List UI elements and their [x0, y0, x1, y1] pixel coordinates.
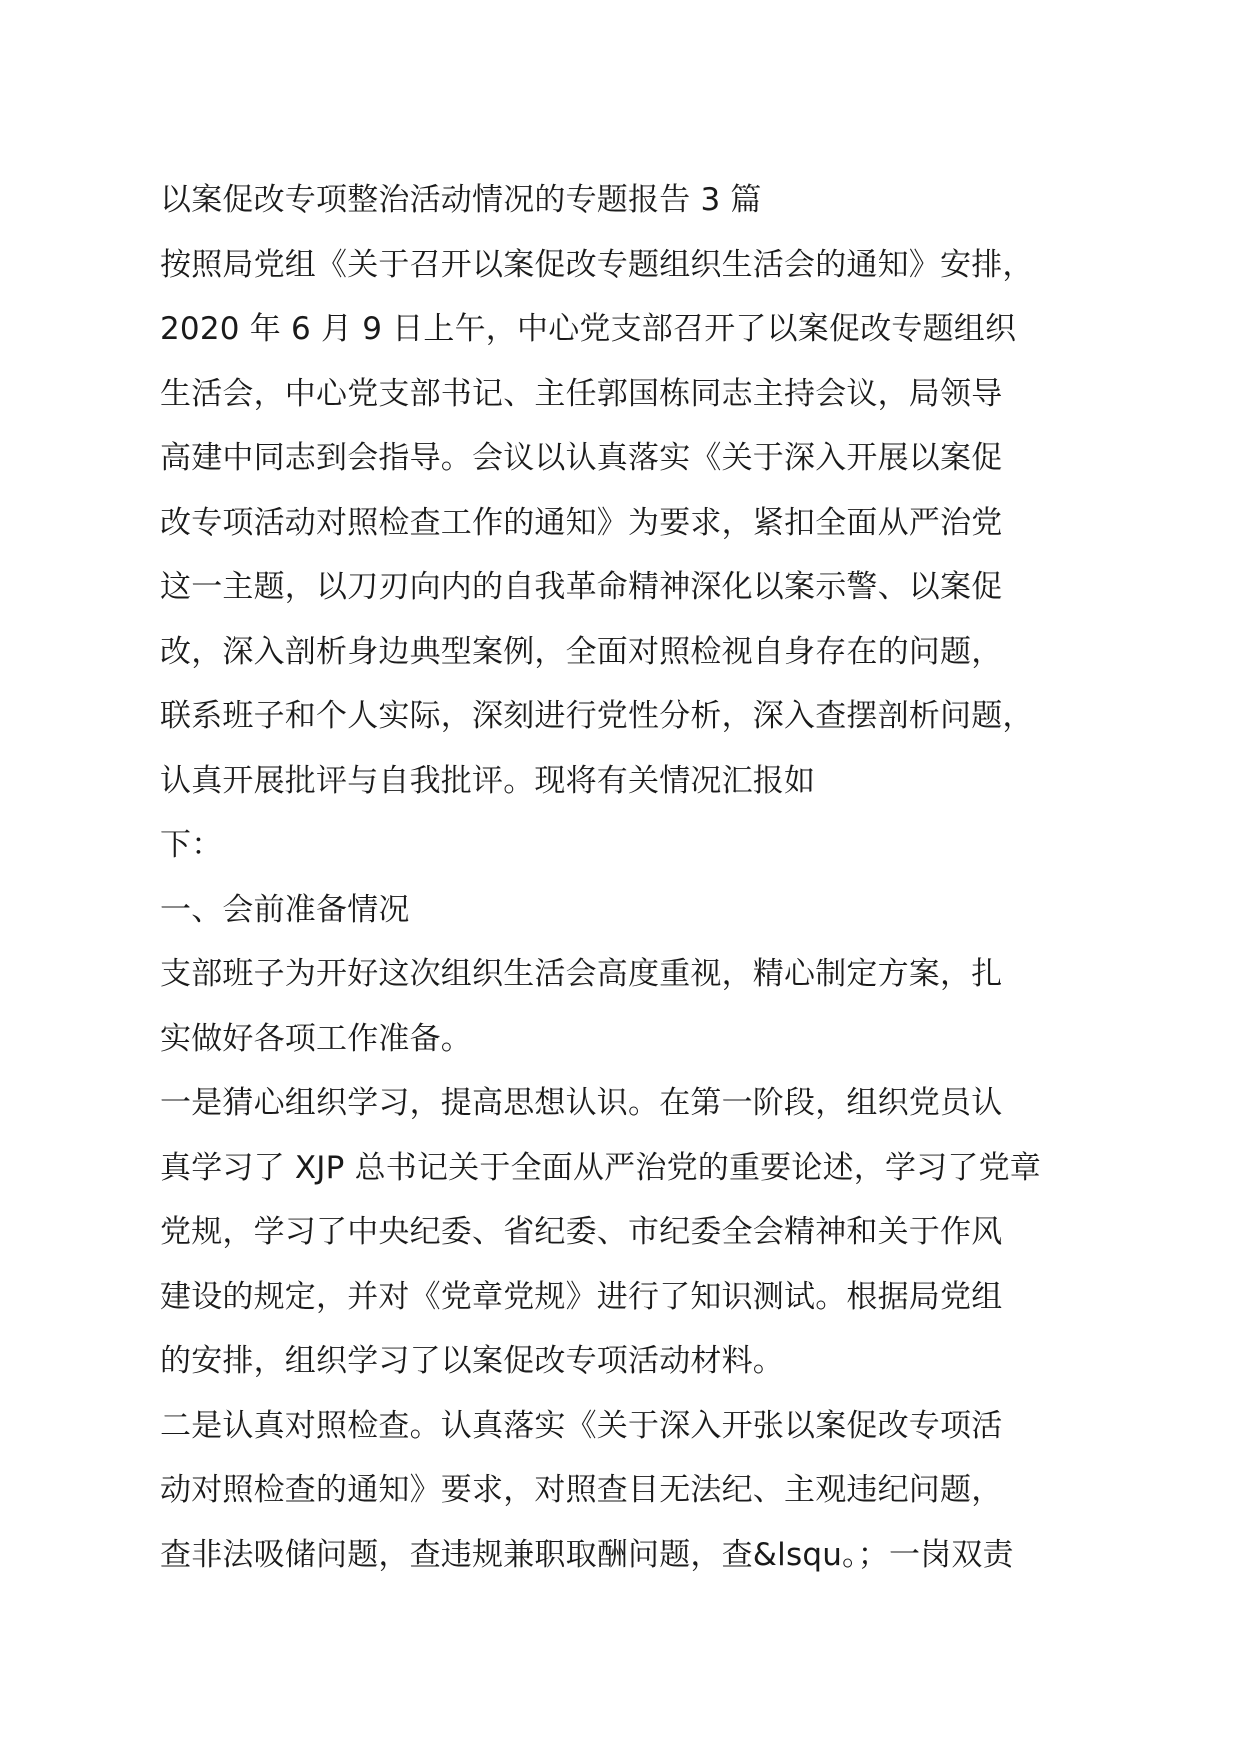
- paragraph-line: 建设的规定，并对《党章党规》进行了知识测试。根据局党组: [160, 1278, 1003, 1315]
- paragraph-line: 这一主题，以刀刃向内的自我革命精神深化以案示警、以案促: [160, 569, 1003, 605]
- paragraph-line: 真学习了 XJP 总书记关于全面从严治党的重要论述，学习了党章: [160, 1149, 1041, 1186]
- paragraph-line: 党规，学习了中央纪委、省纪委、市纪委全会精神和关于作风: [160, 1214, 1003, 1250]
- section-heading: 一、会前准备情况: [160, 891, 410, 928]
- paragraph-line: 二是认真对照检查。认真落实《关于深入开张以案促改专项活: [160, 1407, 1003, 1444]
- paragraph-line: 生活会，中心党支部书记、主任郭国栋同志主持会议，局领导: [160, 375, 1003, 412]
- paragraph-line: 下：: [160, 827, 223, 863]
- paragraph-line: 认真开展批评与自我批评。现将有关情况汇报如: [160, 762, 816, 799]
- paragraph-line: 改，深入剖析身边典型案例，全面对照检视自身存在的问题，: [160, 633, 1003, 670]
- paragraph-line: 联系班子和个人实际，深刻进行党性分析，深入查摆剖析问题，: [160, 698, 1034, 734]
- paragraph-line: 动对照检查的通知》要求，对照查目无法纪、主观违纪问题，: [160, 1472, 1003, 1508]
- paragraph-line: 一是猜心组织学习，提高思想认识。在第一阶段，组织党员认: [160, 1085, 1003, 1121]
- paragraph-line: 实做好各项工作准备。: [160, 1020, 472, 1057]
- paragraph-line: 支部班子为开好这次组织生活会高度重视，精心制定方案，扎: [160, 956, 1003, 992]
- paragraph-line: 查非法吸储问题，查违规兼职取酬问题，查&lsqu。；一岗双责: [160, 1536, 1014, 1573]
- document-title: 以案促改专项整治活动情况的专题报告 3 篇: [160, 182, 762, 218]
- paragraph-line: 按照局党组《关于召开以案促改专题组织生活会的通知》安排，: [160, 246, 1034, 283]
- document-body: [160, 168, 1120, 1587]
- paragraph-line: 2020 年 6 月 9 日上午，中心党支部召开了以案促改专题组织: [160, 311, 1017, 347]
- paragraph-line: 高建中同志到会指导。会议以认真落实《关于深入开展以案促: [160, 440, 1003, 476]
- paragraph-line: 的安排，组织学习了以案促改专项活动材料。: [160, 1343, 784, 1379]
- paragraph-line: 改专项活动对照检查工作的通知》为要求，紧扣全面从严治党: [160, 504, 1003, 541]
